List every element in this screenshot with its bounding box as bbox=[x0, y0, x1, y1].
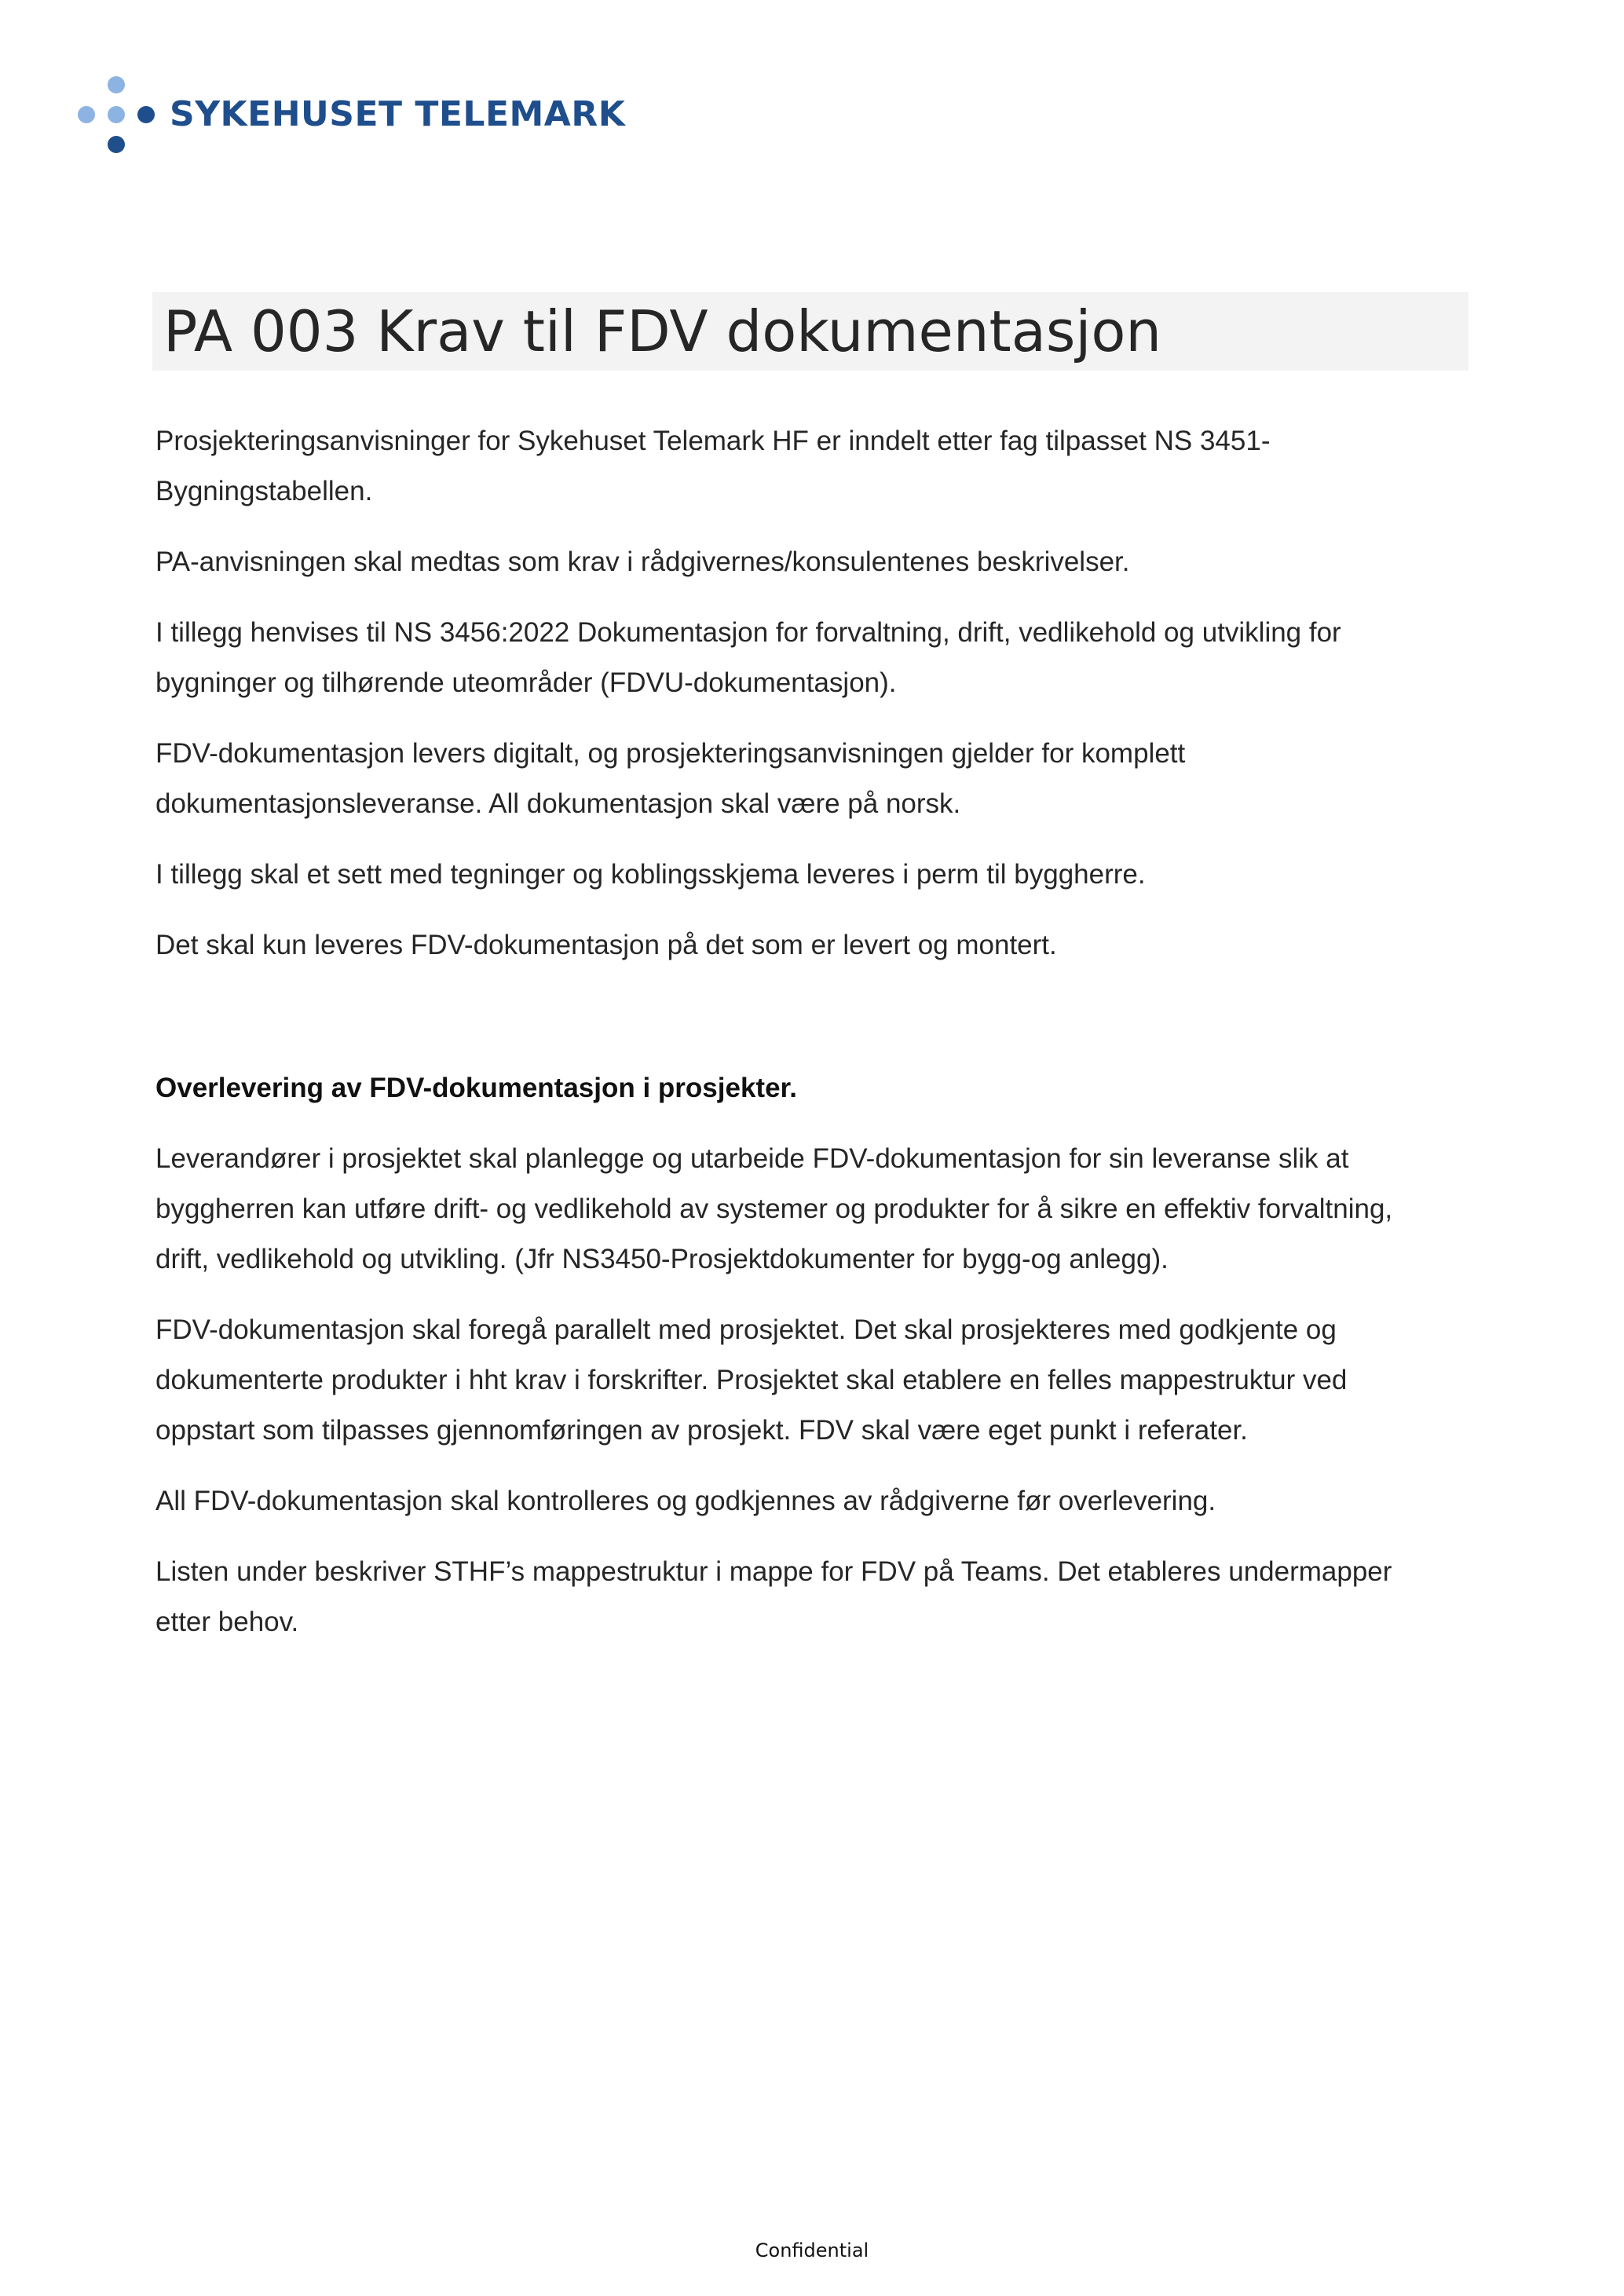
confidential-footer: Confidential bbox=[755, 2239, 869, 2261]
document-body bbox=[155, 416, 1451, 1668]
section-spacer bbox=[155, 991, 1451, 1063]
company-logo bbox=[75, 74, 625, 155]
logo-dot-bottom bbox=[108, 136, 125, 153]
page-title: PA 003 Krav til FDV dokumentasjon bbox=[163, 298, 1162, 364]
intro-paragraph: FDV-dokumentasjon levers digitalt, og prosjekteringsanvisningen gjelder for komplett dokumentasjonsleveranse. All dokumentasjon skal være på norsk. bbox=[155, 738, 1186, 819]
logo-dot-center bbox=[108, 106, 125, 123]
section-paragraph: FDV-dokumentasjon skal foregå parallelt med prosjektet. Det skal prosjekteres med godkjente og dokumenterte produkter i hht krav i forskrifter. Prosjektet skal etablere en felles mappestruktur ved oppstart som tilpasses gjennomføringen av prosjekt. FDV skal være eget punkt i referater. bbox=[155, 1314, 1348, 1446]
intro-paragraph: Det skal kun leveres FDV-dokumentasjon på det som er levert og montert. bbox=[155, 930, 1057, 960]
section-heading: Overlevering av FDV-dokumentasjon i prosjekter. bbox=[155, 1073, 797, 1103]
section-paragraph: Leverandører i prosjektet skal planlegge og utarbeide FDV-dokumentasjon for sin leveranse slik at byggherren kan utføre drift- og vedlikehold av systemer og produkter for å sikre en effektiv forvaltning, drift, vedlikehold og utvikling. (Jfr NS3450-Prosjektdokumenter for bygg-og anlegg). bbox=[155, 1143, 1393, 1274]
intro-paragraph: Prosjekteringsanvisninger for Sykehuset Telemark HF er inndelt etter fag tilpasset NS 3451-Bygningstabellen. bbox=[155, 426, 1271, 506]
logo-dot-right bbox=[137, 106, 155, 123]
logo-text: SYKEHUSET TELEMARK bbox=[170, 94, 626, 134]
intro-paragraph: I tillegg skal et sett med tegninger og koblingsskjema leveres i perm til byggherre. bbox=[155, 859, 1146, 890]
intro-paragraph: PA-anvisningen skal medtas som krav i rådgivernes/konsulentenes beskrivelser. bbox=[155, 547, 1130, 577]
logo-dot-top bbox=[108, 76, 125, 93]
section-paragraph: Listen under beskriver STHF’s mappestruktur i mappe for FDV på Teams. Det etableres undermapper etter behov. bbox=[155, 1556, 1392, 1637]
title-banner bbox=[152, 292, 1469, 371]
logo-dots-icon bbox=[75, 74, 157, 155]
intro-paragraph: I tillegg henvises til NS 3456:2022 Dokumentasjon for forvaltning, drift, vedlikehold og utvikling for bygninger og tilhørende uteområder (FDVU-dokumentasjon). bbox=[155, 617, 1341, 698]
logo-dot-left bbox=[78, 106, 95, 123]
section-paragraph: All FDV-dokumentasjon skal kontrolleres og godkjennes av rådgiverne før overlevering. bbox=[155, 1486, 1216, 1516]
